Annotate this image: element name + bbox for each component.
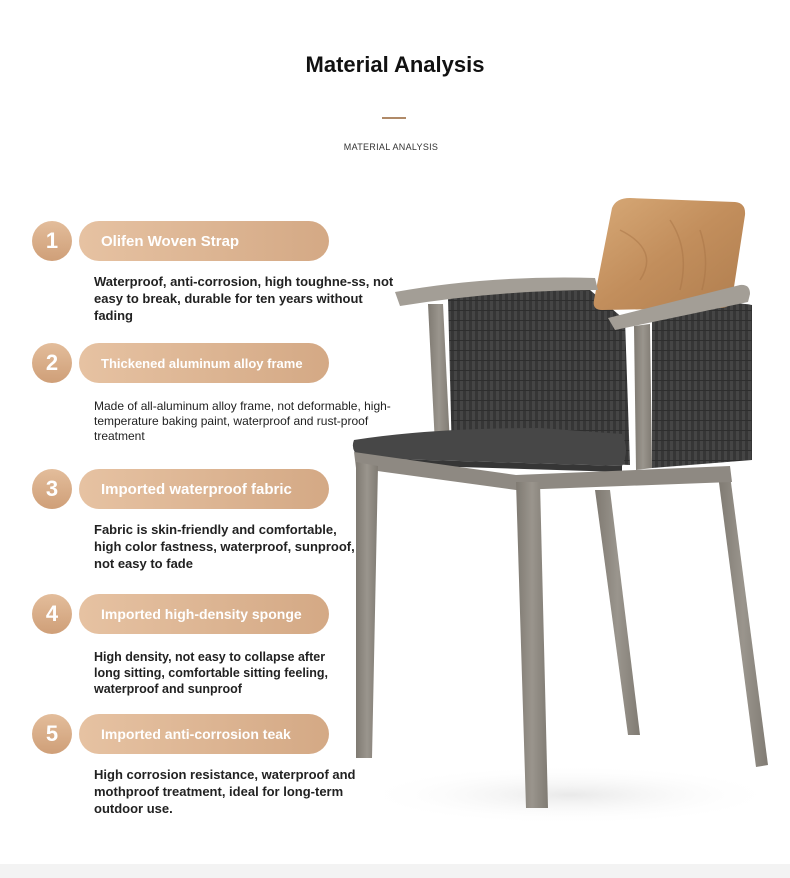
feature-title-pill: Thickened aluminum alloy frame: [79, 343, 329, 383]
feature-number-badge: 3: [32, 469, 72, 509]
back-left-leg: [595, 490, 640, 735]
bottom-band: [0, 864, 790, 878]
title-divider: [382, 117, 406, 119]
right-arm-post: [634, 324, 652, 470]
feature-number-badge: 5: [32, 714, 72, 754]
feature-description: Fabric is skin-friendly and comfortable, high color fastness, waterproof, sunproof, not easy to fade: [94, 522, 355, 571]
feature-number-badge: 2: [32, 343, 72, 383]
front-left-leg: [356, 462, 378, 758]
feature-description: Made of all-aluminum alloy frame, not deformable, high-temperature baking paint, waterproof and rust-proof treatment: [94, 399, 391, 443]
feature-title-pill: Imported waterproof fabric: [79, 469, 329, 509]
left-arm-post: [428, 304, 450, 445]
page-title: Material Analysis: [305, 52, 485, 77]
feature-title-pill: Imported anti-corrosion teak: [79, 714, 329, 754]
feature-title-pill: Imported high-density sponge: [79, 594, 329, 634]
feature-description: High density, not easy to collapse after long sitting, comfortable sitting feeling, waterproof and sunproof: [94, 650, 329, 696]
chair-illustration: [340, 190, 780, 830]
page-subtitle: MATERIAL ANALYSIS: [343, 142, 439, 152]
feature-title-pill: Olifen Woven Strap: [79, 221, 329, 261]
back-right-leg: [718, 475, 768, 767]
front-center-leg: [516, 482, 548, 808]
feature-number-badge: 1: [32, 221, 72, 261]
feature-description: High corrosion resistance, waterproof and mothproof treatment, ideal for long-term outdoor use.: [94, 767, 356, 816]
feature-number-badge: 4: [32, 594, 72, 634]
feature-description: Waterproof, anti-corrosion, high toughne-ss, not easy to break, durable for ten years without fading: [94, 274, 394, 323]
floor-shadow: [360, 765, 780, 825]
woven-backrest-right: [652, 303, 752, 468]
